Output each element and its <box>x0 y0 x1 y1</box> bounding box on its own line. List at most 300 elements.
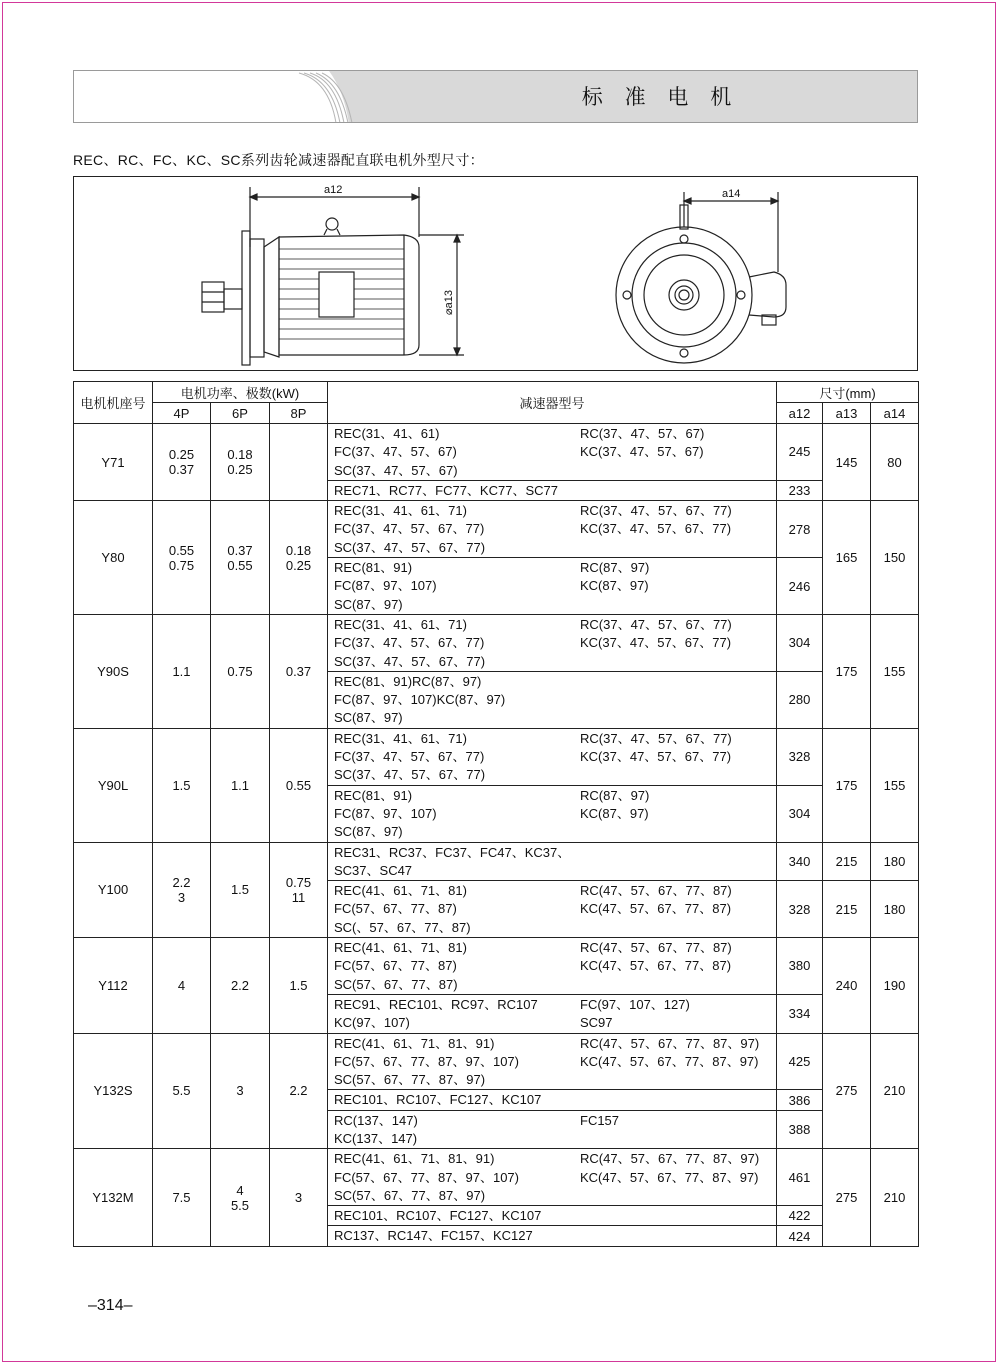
a13-value: 145 <box>835 454 858 470</box>
header-band <box>73 70 918 123</box>
cell-a13 <box>823 728 871 842</box>
power-value: 0.75 <box>227 663 253 679</box>
a12-value: 304 <box>788 635 811 651</box>
cell-a12 <box>777 558 823 615</box>
reducer-model-right: RC(37、47、57、67、77) <box>580 730 732 746</box>
reducer-model-right <box>580 844 770 881</box>
reducer-model-left: SC(87、97) <box>334 824 403 840</box>
power-value: 1.1 <box>230 777 250 793</box>
reducer-model-left: FC(87、97、107) <box>334 805 437 821</box>
reducer-line <box>334 730 770 748</box>
header-dims: 尺寸(mm) <box>777 382 919 403</box>
a12-value: 334 <box>788 1006 811 1022</box>
header-a12: a12 <box>777 403 823 424</box>
cell-reducer <box>328 1226 777 1246</box>
cell-a13 <box>823 614 871 728</box>
cell-a12 <box>777 938 823 995</box>
reducer-model-left: SC(87、97) <box>334 596 403 612</box>
reducer-model-left: SC(37、47、57、67、77) <box>334 539 486 555</box>
a12-value: 245 <box>788 444 811 460</box>
a13-value: 240 <box>835 977 858 993</box>
a12-value: 386 <box>788 1092 811 1108</box>
cell-a12 <box>777 1033 823 1090</box>
reducer-line <box>334 577 770 595</box>
reducer-model-right <box>580 1187 770 1205</box>
cell-reducer <box>328 842 777 881</box>
reducer-model-left: SC(57、67、77、87、97) <box>334 1187 486 1203</box>
power-value: 2.2 <box>289 1083 308 1099</box>
cell-frame <box>74 728 153 842</box>
a14-value: 180 <box>883 853 906 869</box>
reducer-model-right: RC(47、57、67、77、87、97) <box>580 1151 760 1167</box>
a13-value: 165 <box>835 550 858 566</box>
frame-value: Y132S <box>93 1083 133 1099</box>
reducer-model-right <box>580 1071 770 1089</box>
reducer-line <box>334 919 770 937</box>
cell-a12 <box>777 671 823 728</box>
reducer-model-right: RC(47、57、67、77、87) <box>580 940 732 956</box>
reducer-model-right: FC(97、107、127) <box>580 996 690 1012</box>
cell-p4 <box>153 728 211 842</box>
power-value: 5.5 <box>172 1083 191 1099</box>
a14-value: 210 <box>883 1190 906 1206</box>
power-value: 1.1 <box>172 663 191 679</box>
reducer-model-left: FC(57、67、77、87) <box>334 901 457 917</box>
reducer-model-right <box>580 1227 770 1245</box>
frame-value: Y90L <box>97 777 129 793</box>
a13-value: 215 <box>835 853 858 869</box>
reducer-model-right: SC97 <box>580 1015 613 1031</box>
reducer-model-right <box>580 1091 770 1109</box>
reducer-model-left: SC(87、97) <box>334 710 403 726</box>
cell-frame <box>74 1033 153 1149</box>
reducer-model-left: FC(57、67、77、87、97、107) <box>334 1053 519 1069</box>
header-power: 电机功率、极数(kW) <box>153 382 328 403</box>
reducer-model-right <box>580 539 770 557</box>
a12-value: 278 <box>788 521 811 537</box>
a14-value: 155 <box>883 663 906 679</box>
reducer-model-left: FC(57、67、77、87) <box>334 958 457 974</box>
power-value: 2.2 <box>172 874 191 890</box>
reducer-model-left: SC(57、67、77、87、97) <box>334 1072 486 1088</box>
a12-value: 422 <box>788 1208 811 1224</box>
table-row <box>74 728 919 785</box>
reducer-line <box>334 520 770 538</box>
reducer-model-left: FC(37、47、57、67) <box>334 444 457 460</box>
cell-a14 <box>871 1149 919 1246</box>
reducer-model-left: RC137、RC147、FC157、KC127 <box>334 1228 533 1244</box>
a12-value: 246 <box>788 578 811 594</box>
a13-value: 275 <box>835 1190 858 1206</box>
cell-frame <box>74 938 153 1033</box>
cell-a14 <box>871 842 919 881</box>
reducer-line <box>334 766 770 784</box>
header-a13: a13 <box>823 403 871 424</box>
reducer-model-left: FC(37、47、57、67、77) <box>334 521 485 537</box>
cell-reducer <box>328 501 777 558</box>
cell-a14 <box>871 938 919 1033</box>
a14-value: 180 <box>883 901 906 917</box>
cell-p6 <box>211 728 270 842</box>
a14-value: 210 <box>883 1083 906 1099</box>
intro-text: REC、RC、FC、KC、SC系列齿轮减速器配直联电机外型尺寸： <box>73 152 484 168</box>
power-value: 0.37 <box>168 462 195 478</box>
cell-p8 <box>270 501 328 615</box>
cell-reducer <box>328 424 777 481</box>
reducer-model-left: FC(37、47、57、67、77) <box>334 749 485 765</box>
frame-value: Y90S <box>97 663 129 679</box>
reducer-line <box>334 596 770 614</box>
reducer-model-left: REC(81、91) <box>334 560 413 576</box>
cell-a12 <box>777 994 823 1033</box>
reducer-model-right <box>580 691 770 709</box>
a14-value: 190 <box>883 977 906 993</box>
cell-reducer <box>328 994 777 1033</box>
power-value: 3 <box>294 1190 303 1206</box>
cell-p4 <box>153 1033 211 1149</box>
reducer-model-left: KC(137、147) <box>334 1130 418 1146</box>
frame-value: Y71 <box>101 454 125 470</box>
cell-p4 <box>153 614 211 728</box>
cell-reducer <box>328 1090 777 1110</box>
reducer-model-right <box>580 919 770 937</box>
reducer-line <box>334 939 770 957</box>
cell-a12 <box>777 1110 823 1149</box>
reducer-model-right: KC(37、47、57、67、77) <box>580 521 732 537</box>
reducer-model-right: RC(37、47、57、67) <box>580 426 705 441</box>
reducer-model-right: KC(87、97) <box>580 578 649 594</box>
cell-a13 <box>823 501 871 615</box>
reducer-model-right <box>580 1130 770 1148</box>
reducer-line <box>334 1071 770 1089</box>
label-a12: a12 <box>324 184 343 196</box>
cell-p4 <box>153 501 211 615</box>
cell-a13 <box>823 1149 871 1246</box>
power-value: 0.18 <box>227 447 253 463</box>
reducer-line <box>334 616 770 634</box>
table-row <box>74 1033 919 1090</box>
cell-frame <box>74 1149 153 1246</box>
header-6p: 6P <box>211 403 270 424</box>
a14-value: 155 <box>883 777 906 793</box>
reducer-model-right: KC(47、57、67、77、87、97) <box>580 1053 759 1069</box>
reducer-model-right: RC(47、57、67、77、87、97) <box>580 1035 760 1051</box>
reducer-line <box>334 1130 770 1148</box>
cell-a12 <box>777 424 823 481</box>
reducer-model-right <box>580 976 770 994</box>
page-section-title: 标 准 电 机 <box>581 86 740 109</box>
reducer-model-left: SC(37、47、57、67) <box>334 462 458 478</box>
reducer-line <box>334 539 770 557</box>
frame-value: Y100 <box>97 882 129 898</box>
reducer-line <box>334 882 770 900</box>
reducer-model-left: REC(31、41、61、71) <box>334 730 467 746</box>
cell-reducer <box>328 881 777 938</box>
header-4p: 4P <box>153 403 211 424</box>
reducer-model-left: FC(87、97、107) <box>334 578 437 594</box>
reducer-model-right: RC(37、47、57、67、77) <box>580 503 732 519</box>
reducer-model-left: REC(41、61、71、81) <box>334 883 467 899</box>
reducer-line <box>334 559 770 577</box>
reducer-model-left: REC(81、91)RC(87、97) <box>334 673 482 689</box>
cell-frame <box>74 424 153 501</box>
cell-a12 <box>777 480 823 500</box>
reducer-line <box>334 805 770 823</box>
header-8p: 8P <box>270 403 328 424</box>
reducer-line <box>334 748 770 766</box>
cell-a14 <box>871 424 919 501</box>
reducer-model-right <box>580 766 770 784</box>
reducer-model-left: REC(41、61、71、81、91) <box>334 1035 495 1051</box>
reducer-model-left: REC(31、41、61) <box>334 426 440 441</box>
reducer-line <box>334 1053 770 1071</box>
reducer-model-right: KC(37、47、57、67、77) <box>580 749 732 765</box>
cell-p6 <box>211 842 270 937</box>
cell-reducer <box>328 1206 777 1226</box>
cell-a13 <box>823 424 871 501</box>
cell-p8 <box>270 1033 328 1149</box>
reducer-model-left: KC(97、107) <box>334 1015 410 1031</box>
cell-p4 <box>153 842 211 937</box>
reducer-model-right: RC(37、47、57、67、77) <box>580 616 732 632</box>
reducer-model-right <box>580 709 770 727</box>
reducer-model-left: REC101、RC107、FC127、KC107 <box>334 1092 542 1108</box>
reducer-model-right <box>580 1207 770 1225</box>
power-value: 11 <box>291 889 306 905</box>
header-frame: 电机机座号 <box>74 382 153 424</box>
cell-reducer <box>328 480 777 500</box>
reducer-model-left: SC(57、67、77、87) <box>334 976 458 992</box>
reducer-model-left: REC91、REC101、RC97、RC107 <box>334 996 538 1012</box>
a12-value: 388 <box>788 1121 811 1137</box>
cell-frame <box>74 501 153 615</box>
cell-a14 <box>871 881 919 938</box>
table-row <box>74 1149 919 1206</box>
page-number: –314– <box>88 1297 133 1314</box>
power-value: 0.25 <box>227 462 253 478</box>
power-value: 0.55 <box>168 542 195 558</box>
reducer-line <box>334 1187 770 1205</box>
a12-value: 425 <box>788 1053 811 1069</box>
reducer-model-right: KC(37、47、57、67、77) <box>580 635 732 651</box>
header-reducer: 减速器型号 <box>328 382 777 424</box>
cell-a12 <box>777 1090 823 1110</box>
reducer-line <box>334 1207 770 1225</box>
power-value: 4 <box>236 1182 244 1198</box>
reducer-line <box>334 482 770 500</box>
cell-p6 <box>211 1033 270 1149</box>
cell-reducer <box>328 938 777 995</box>
cell-a12 <box>777 501 823 558</box>
header-a14: a14 <box>871 403 919 424</box>
cell-p8 <box>270 1149 328 1246</box>
table-row <box>74 501 919 558</box>
motor-drawing <box>73 176 918 371</box>
reducer-line <box>334 462 770 480</box>
power-value: 4 <box>177 977 186 993</box>
reducer-model-left: REC(31、41、61、71) <box>334 616 467 632</box>
reducer-line <box>334 673 770 691</box>
cell-a14 <box>871 728 919 842</box>
reducer-model-right <box>580 596 770 614</box>
reducer-line <box>334 1091 770 1109</box>
cell-p8 <box>270 938 328 1033</box>
cell-reducer <box>328 558 777 615</box>
reducer-model-left: SC(37、47、57、67、77) <box>334 653 486 669</box>
dimension-table <box>73 381 919 1247</box>
reducer-model-left: FC(37、47、57、67、77) <box>334 635 485 651</box>
cell-a12 <box>777 614 823 671</box>
cell-a13 <box>823 938 871 1033</box>
a12-value: 380 <box>788 958 811 974</box>
reducer-line <box>334 1227 770 1245</box>
reducer-model-left: REC(41、61、71、81) <box>334 940 467 956</box>
reducer-model-right: KC(47、57、67、77、87) <box>580 958 732 974</box>
reducer-line <box>334 1112 770 1130</box>
cell-a12 <box>777 728 823 785</box>
reducer-line <box>334 823 770 841</box>
reducer-line <box>334 996 770 1014</box>
cell-a12 <box>777 1206 823 1226</box>
reducer-line <box>334 425 770 443</box>
cell-a12 <box>777 785 823 842</box>
reducer-model-left: REC101、RC107、FC127、KC107 <box>334 1208 542 1224</box>
reducer-model-left: REC31、RC37、FC37、FC47、KC37、SC37、SC47 <box>334 844 571 878</box>
motor-drawing-svg <box>74 177 919 372</box>
cell-a14 <box>871 614 919 728</box>
label-a14: a14 <box>722 188 741 200</box>
cell-p8 <box>270 614 328 728</box>
cell-p4 <box>153 938 211 1033</box>
reducer-model-right: RC(87、97) <box>580 560 650 576</box>
reducer-model-left: FC(87、97、107)KC(87、97) <box>334 692 506 708</box>
table-row <box>74 424 919 481</box>
reducer-model-left: SC(37、47、57、67、77) <box>334 767 486 783</box>
reducer-line <box>334 1169 770 1187</box>
reducer-model-right <box>580 482 770 500</box>
table-body <box>74 424 919 1247</box>
cell-reducer <box>328 728 777 785</box>
cell-reducer <box>328 671 777 728</box>
power-value: 0.18 <box>285 542 312 558</box>
reducer-model-right: RC(47、57、67、77、87) <box>580 883 732 899</box>
reducer-line <box>334 844 770 881</box>
reducer-model-right: KC(37、47、57、67) <box>580 444 704 460</box>
cell-p6 <box>211 938 270 1033</box>
a13-value: 175 <box>835 663 858 679</box>
label-a13: ⌀a13 <box>443 290 455 315</box>
cell-p6 <box>211 614 270 728</box>
reducer-model-right: KC(47、57、67、77、87) <box>580 901 732 917</box>
a12-value: 304 <box>788 806 811 822</box>
cell-reducer <box>328 1110 777 1149</box>
power-value: 7.5 <box>172 1190 191 1206</box>
power-value: 0.55 <box>227 557 253 573</box>
reducer-line <box>334 709 770 727</box>
reducer-line <box>334 653 770 671</box>
cell-p4 <box>153 1149 211 1246</box>
reducer-model-left: REC71、RC77、FC77、KC77、SC77 <box>334 482 558 498</box>
reducer-line <box>334 634 770 652</box>
cell-p6 <box>211 424 270 501</box>
a12-value: 233 <box>788 483 811 499</box>
reducer-model-left: FC(57、67、77、87、97、107) <box>334 1169 519 1185</box>
cell-a14 <box>871 1033 919 1149</box>
cell-a14 <box>871 501 919 615</box>
cell-reducer <box>328 785 777 842</box>
table-row <box>74 938 919 995</box>
cell-p8 <box>270 424 328 501</box>
power-value: 2.2 <box>230 977 250 993</box>
power-value: 3 <box>177 889 186 905</box>
cell-p8 <box>270 842 328 937</box>
reducer-model-left: RC(137、147) <box>334 1112 418 1128</box>
cell-a13 <box>823 842 871 881</box>
reducer-line <box>334 976 770 994</box>
a12-value: 328 <box>788 901 811 917</box>
cell-a12 <box>777 842 823 881</box>
power-value: 1.5 <box>172 777 191 793</box>
cell-a12 <box>777 881 823 938</box>
reducer-line <box>334 1150 770 1168</box>
frame-value: Y132M <box>92 1190 134 1206</box>
reducer-line <box>334 443 770 461</box>
a12-value: 424 <box>788 1228 811 1244</box>
reducer-model-left: REC(41、61、71、81、91) <box>334 1151 495 1167</box>
cell-frame <box>74 842 153 937</box>
power-value: 1.5 <box>289 977 308 993</box>
cell-frame <box>74 614 153 728</box>
reducer-model-right: RC(87、97) <box>580 787 650 803</box>
power-value: 0.75 <box>285 874 312 890</box>
frame-value: Y80 <box>101 550 125 566</box>
table-row <box>74 614 919 671</box>
reducer-line <box>334 502 770 520</box>
reducer-model-left: REC(31、41、61、71) <box>334 503 467 519</box>
a12-value: 328 <box>788 749 811 765</box>
cell-p6 <box>211 501 270 615</box>
reducer-model-right <box>580 462 770 480</box>
reducer-line <box>334 787 770 805</box>
power-value: 0.75 <box>168 557 195 573</box>
cell-p4 <box>153 424 211 501</box>
cell-a13 <box>823 881 871 938</box>
reducer-model-right <box>580 823 770 841</box>
reducer-line <box>334 1035 770 1053</box>
reducer-model-right: KC(87、97) <box>580 805 649 821</box>
reducer-line <box>334 691 770 709</box>
reducer-model-right <box>580 673 770 691</box>
cell-p6 <box>211 1149 270 1246</box>
reducer-model-left: SC(、57、67、77、87) <box>334 919 471 935</box>
cell-reducer <box>328 1033 777 1090</box>
cell-p8 <box>270 728 328 842</box>
a13-value: 175 <box>835 777 858 793</box>
reducer-model-right: FC157 <box>580 1112 620 1128</box>
cell-a12 <box>777 1226 823 1246</box>
reducer-model-right: KC(47、57、67、77、87、97) <box>580 1169 759 1185</box>
reducer-model-left: REC(81、91) <box>334 787 413 803</box>
a14-value: 150 <box>883 550 906 566</box>
power-value: 5.5 <box>230 1197 250 1213</box>
reducer-model-right <box>580 653 770 671</box>
power-value: 0.37 <box>285 663 312 679</box>
cell-a12 <box>777 1149 823 1206</box>
power-value: 0.25 <box>285 557 312 573</box>
a13-value: 275 <box>835 1083 858 1099</box>
reducer-line <box>334 1014 770 1032</box>
power-value: 3 <box>236 1083 244 1099</box>
